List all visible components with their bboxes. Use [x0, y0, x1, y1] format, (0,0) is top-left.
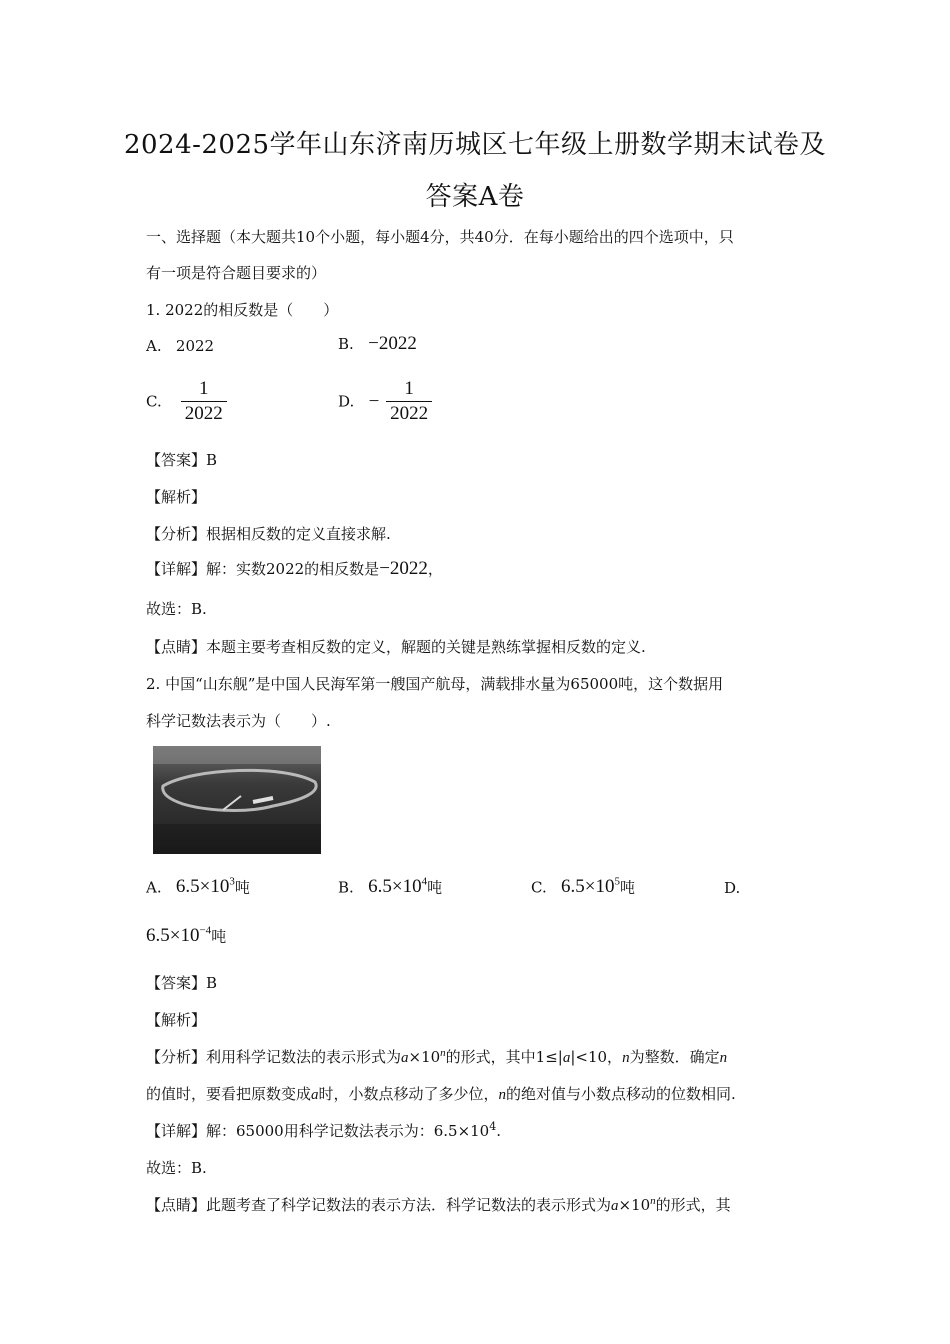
- section-heading-line-2: 有一项是符合题目要求的）: [146, 264, 327, 282]
- q2-analysis-text-1: 【分析】利用科学记数法的表示形式为: [146, 1048, 402, 1066]
- q2-option-b-label: B.: [338, 878, 354, 897]
- q1-option-c-denominator: 2022: [184, 403, 223, 424]
- q2-option-b-exponent: 4: [421, 876, 428, 888]
- q2-var-n-exponent: n: [440, 1047, 446, 1059]
- q1-option-d-denominator: 2022: [390, 403, 429, 424]
- q1-option-c-fraction: [181, 378, 227, 425]
- section-heading-line-1: 一、选择题（本大题共10个小题，每小题4分，共40分．在每小题给出的四个选项中，只: [146, 228, 734, 246]
- q2-stem-line-1: 2. 中国“山东舰”是中国人民海军第一艘国产航母，满载排水量为65000吨，这个数据用: [146, 675, 724, 693]
- q1-analysis: 【分析】根据相反数的定义直接求解.: [146, 525, 391, 543]
- q2-analysis-line-1: [146, 1046, 727, 1067]
- q1-option-a: [146, 337, 214, 355]
- q2-analysis-text-6: 的值时，要看把原数变成: [146, 1085, 312, 1103]
- q2-detail-suffix: .: [496, 1122, 502, 1140]
- q2-option-c-exponent: 5: [614, 876, 620, 888]
- q1-analysis-heading: 【解析】: [146, 488, 207, 506]
- q1-option-a-value: 2022: [175, 337, 215, 355]
- q1-option-d-label: D.: [338, 392, 355, 411]
- q1-detail-text: 【详解】解：实数2022的相反数是: [146, 560, 380, 578]
- q2-analysis-text-8: 的绝对值与小数点移动的位数相同.: [506, 1085, 736, 1103]
- q2-option-b: [338, 876, 442, 898]
- q2-var-a-2: a: [311, 1087, 319, 1103]
- q2-option-a: [146, 876, 250, 898]
- q1-option-c: [146, 378, 227, 425]
- q2-option-a-exponent: 3: [229, 876, 235, 888]
- q2-detail: [146, 1120, 501, 1141]
- q2-var-n: n: [622, 1050, 630, 1066]
- q2-option-a-label: A.: [146, 878, 162, 897]
- q1-option-d: [338, 378, 432, 425]
- q2-option-d-base: 6.5×10: [146, 925, 200, 947]
- q1-answer: 【答案】B: [146, 451, 218, 469]
- q2-option-d-label: D.: [724, 879, 741, 897]
- q2-comment: [146, 1194, 731, 1215]
- q2-var-n-2: n: [498, 1087, 507, 1103]
- q2-option-b-value: [368, 876, 427, 897]
- q2-var-a: a: [401, 1050, 409, 1066]
- q2-option-a-base: 6.5×10: [175, 876, 230, 898]
- q2-comment-var-n: n: [650, 1195, 656, 1207]
- q1-option-b-label: B.: [338, 335, 354, 353]
- document-title-line-2: 答案A卷: [425, 182, 525, 212]
- q2-analysis-text-2: ×10: [408, 1048, 441, 1066]
- q2-comment-text-2: ×10: [618, 1196, 651, 1214]
- q2-option-c-label: C.: [531, 878, 547, 897]
- q1-option-d-numerator: 1: [386, 378, 432, 402]
- aircraft-carrier-photo-graphic: [153, 746, 321, 854]
- q2-var-n-end: n: [719, 1050, 728, 1066]
- q1-option-d-fraction: [386, 378, 432, 425]
- q1-option-a-label: A.: [146, 337, 162, 355]
- q1-stem: 1. 2022的相反数是（ ）: [146, 301, 339, 319]
- q2-option-b-base: 6.5×10: [368, 876, 422, 898]
- q2-option-c-unit: 吨: [620, 878, 636, 897]
- q2-option-c: [531, 876, 635, 898]
- q1-detail: [146, 558, 443, 580]
- q2-comment-var-a: a: [611, 1198, 619, 1214]
- q2-detail-exponent: 4: [489, 1120, 497, 1133]
- q2-option-d-value: [146, 925, 211, 946]
- q1-comment: 【点睛】本题主要考查相反数的定义，解题的关键是熟练掌握相反数的定义.: [146, 638, 646, 656]
- q2-var-a-abs: a: [562, 1050, 571, 1066]
- q2-analysis-heading: 【解析】: [146, 1011, 207, 1029]
- q2-option-c-base: 6.5×10: [561, 876, 615, 898]
- q2-comment-text-3: 的形式，其: [655, 1196, 731, 1214]
- q1-option-b-value: −2022: [368, 333, 417, 354]
- q2-analysis-text-3: 的形式，其中1≤|: [445, 1048, 563, 1066]
- q1-option-d-sign: −: [368, 390, 380, 412]
- q2-analysis-text-4: |<10，: [570, 1048, 623, 1066]
- q2-option-d: [146, 925, 226, 947]
- q2-analysis-text-7: 时，小数点移动了多少位，: [318, 1085, 499, 1103]
- q2-analysis-text-5: 为整数．确定: [629, 1048, 720, 1066]
- q2-stem-line-2: 科学记数法表示为（ ）.: [146, 712, 331, 730]
- q2-option-a-unit: 吨: [234, 878, 250, 897]
- q2-option-d-exponent: −4: [199, 925, 212, 937]
- q1-detail-suffix: ，: [427, 560, 443, 578]
- q2-choice: 故选：B.: [146, 1159, 207, 1177]
- q2-detail-text: 【详解】解：65000用科学记数法表示为：6.5×10: [146, 1122, 490, 1140]
- q2-option-c-value: [561, 876, 620, 897]
- q2-answer: 【答案】B: [146, 974, 218, 992]
- q2-comment-text-1: 【点睛】此题考查了科学记数法的表示方法．科学记数法的表示形式为: [146, 1196, 612, 1214]
- aircraft-carrier-photo: [153, 746, 321, 854]
- q2-option-a-value: [176, 876, 235, 897]
- q2-option-d-unit: 吨: [211, 927, 227, 946]
- q1-choice: 故选：B.: [146, 600, 207, 618]
- q1-option-c-numerator: 1: [181, 378, 227, 402]
- q1-option-b: [338, 333, 417, 355]
- q2-option-b-unit: 吨: [427, 878, 443, 897]
- q1-option-c-label: C.: [146, 392, 162, 411]
- document-title-line-1: 2024-2025学年山东济南历城区七年级上册数学期末试卷及: [123, 130, 827, 160]
- q2-analysis-line-2: [146, 1083, 736, 1104]
- q1-detail-math: −2022: [379, 558, 428, 579]
